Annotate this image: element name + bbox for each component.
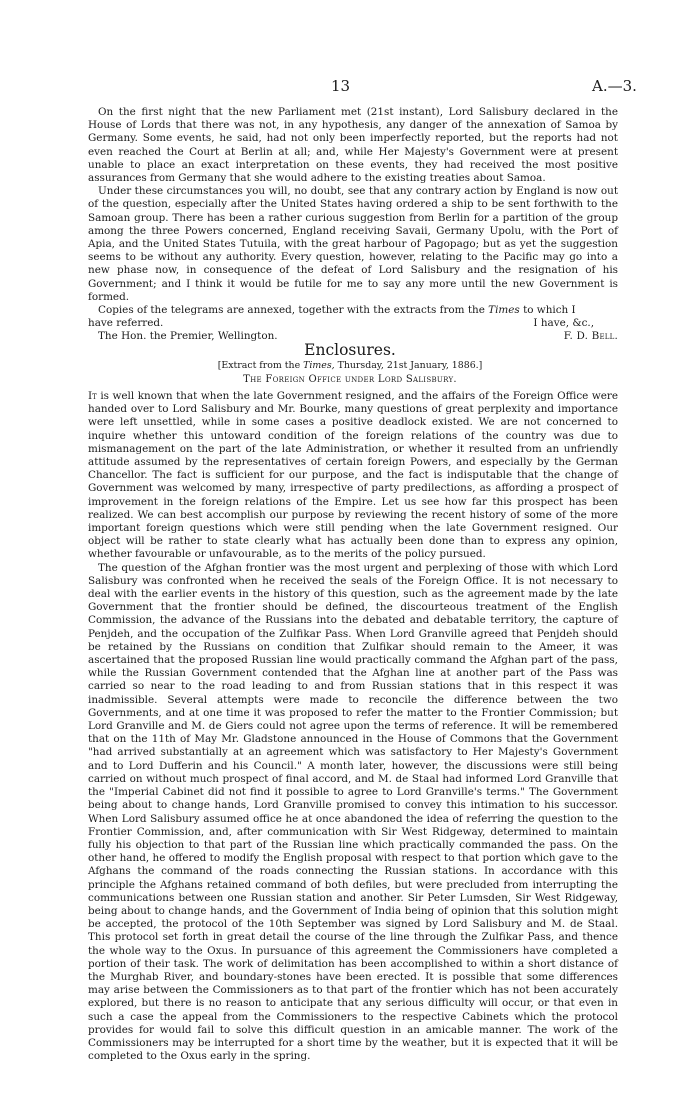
opening-word: It xyxy=(88,390,97,402)
closing-row xyxy=(88,317,618,330)
letter-body xyxy=(88,106,618,344)
article-heading: The Foreign Office under Lord Salisbury. xyxy=(243,374,457,385)
article-paragraph xyxy=(88,390,618,562)
letter-paragraph xyxy=(88,304,618,317)
letter-paragraph: Under these circumstances you will, no doubt, see that any contrary action by England is now out of the question, especially after the United States having ordered a ship to be sent forthwith to the Samoan group. There has been a rather curious suggestion from Berlin for a partition of the group among the three Powers concerned, England receiving Savaii, Germany Upolu, with the Port of Apia, and the United States Tutuila, with the great harbour of Pagopago; but as yet the suggestion seems to be without any authority. Every question, however, relating to the Pacific may go into a new phase now, in consequence of the defeat of Lord Salisbury and the resignation of his Government; and I think it would be futile for me to say any more until the new Government is formed. xyxy=(88,185,618,303)
extract-text: [Extract from the xyxy=(217,360,301,371)
article-paragraph: The question of the Afghan frontier was the most urgent and perplexing of those with which Lord Salisbury was confronted when he received the seals of the Foreign Office. It is not necessary to deal with the earlier events in the history of this question, such as the agreement made by the late Government that the frontier should be defined, the discourteous treatment of the English Commission, the advance of the Russians into the debated and debatable territory, the capture of Penjdeh, and the occupation of the Zulfikar Pass. When Lord Granville agreed that Penjdeh should be retained by the Russians on condition that Zulfikar should remain to the Ameer, it was ascertained that the proposed Russian line would practically command the Afghan part of the pass, while the Russian Government contended that the Afghan line at another part of the Pass was carried so near to the road leading to and from Russian stations that in this respect it was inadmissible. Several attempts were made to reconcile the difference between the two Governments, and at one time it was proposed to refer the matter to the Frontier Commission; but Lord Granville and M. de Giers could not agree upon the terms of reference. It will be remembered that on the 11th of May Mr. Gladstone announced in the House of Commons that the Government "had arrived substantially at an agreement which was satisfactory to Her Majesty's Government and to Lord Dufferin and his Council." A month later, however, the discussions were still being carried on without much prospect of final accord, and M. de Staal had informed Lord Granville that the "Imperial Cabinet did not find it possible to agree to Lord Granville's terms." The Government being about to change hands, Lord Granville promised to convey this intimation to his successor. When Lord Salisbury assumed office he at once abandoned the idea of referring the question to the Frontier Commission, and, after communication with Sir West Ridgeway, determined to maintain fully his objection to that part of the Russian line which practically commanded the pass. On the other hand, he offered to modify the English proposal with respect to that portion which gave to the Afghans the command of the roads connecting the Russian stations. In accordance with this principle the Afghans retained command of both defiles, but were precluded from interrupting the communications between one Russian station and another. Sir Peter Lumsden, Sir West Ridgeway, being about to change hands, and the Government of India being of opinion that this solution might be accepted, the protocol of the 10th September was signed by Lord Salisbury and M. de Staal. This protocol set forth in great detail the course of the line through the Zulfikar Pass, and thence the whole way to the Oxus. In pursuance of this agreement the Commissioners have completed a portion of their task. The work of delimitation has been accomplished to within a short distance of the Murghab River, and boundary-stones have been erected. It is possible that some differences may arise between the Commissioners as to that part of the frontier which has not been accurately explored, but there is no reason to anticipate that any serious difficulty will occur, or that even in such a case the appeal from the Commissioners to the respective Cabinets which the protocol provides for would fail to solve this difficult question in an amicable manner. The work of the Commissioners may be interrupted for a short time by the weather, but it is expected that it will be completed to the Oxus early in the spring. xyxy=(88,561,618,1063)
article-body xyxy=(88,390,618,1063)
addressee: The Hon. the Premier, Wellington. xyxy=(98,330,278,343)
closing-formula: I have, &c., xyxy=(533,317,594,330)
times-italic: Times xyxy=(488,304,520,317)
signature: F. D. Bell. xyxy=(563,330,618,343)
letter-text: to which I xyxy=(523,304,576,317)
article-text: is well known that when the late Government resigned, and the affairs of the Foreign Office were handed over to Lord Salisbury and Mr. Bourke, many questions of great perplexity and importance were left unsettled, while in some cases a positive deadlock existed. We are not concerned to inquire whether this untoward condition of the foreign relations of the country was due to mismanagement on the part of the late Administration, or whether it resulted from an unfriendly attitude assumed by the representatives of certain foreign Powers, and especially by the German Chancellor. The fact is sufficient for our purpose, and the fact is indisputable that the change of Government was welcomed by many, irrespective of party predilections, as affording a prospect of improvement in the foreign relations of the Empire. Let us see how far this prospect has been realized. We can best accomplish our purpose by reviewing the recent history of some of the more important foreign questions which were still pending when the late Government resigned. Our object will be rather to state clearly what has actually been done than to express any opinion, whether favourable or unfavourable, as to the merits of the policy pursued. xyxy=(88,390,618,561)
letter-text: Copies of the telegrams are annexed, together with the extracts from the xyxy=(98,304,485,317)
extract-text: Thursday, 21st January, 1886.] xyxy=(337,360,483,371)
letter-text: have referred. xyxy=(88,317,164,330)
page-number: 13 xyxy=(331,77,351,95)
document-reference: A.—3. xyxy=(592,77,637,95)
enclosures-title: Enclosures. xyxy=(304,341,396,359)
extract-italic: Times, xyxy=(303,360,335,371)
letter-paragraph: On the first night that the new Parliament met (21st instant), Lord Salisbury declared in the House of Lords that there was not, in any hypothesis, any danger of the annexation of Samoa by Germany. Some events, he said, had not only been imperfectly reported, but the reports had not even reached the Court at Berlin at all; and, while Her Majesty's Government were at present unable to place an exact interpretation on these events, they had received the most positive assurances from Germany that she would adhere to the existing treaties about Samoa. xyxy=(88,106,618,185)
extract-source xyxy=(0,360,700,371)
